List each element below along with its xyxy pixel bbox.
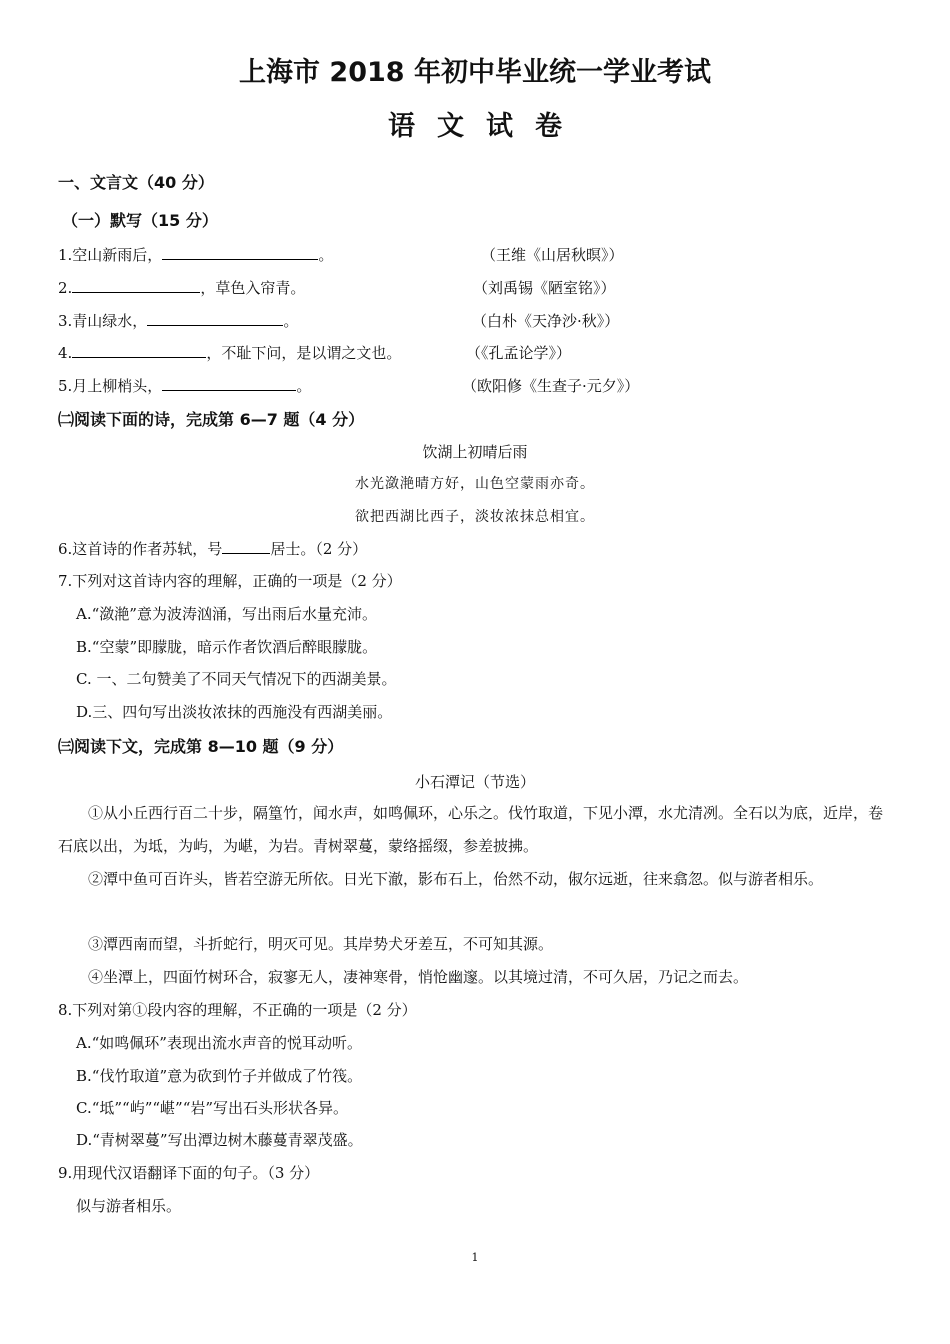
q8-option-b[interactable]: B.“伐竹取道”意为砍到竹子并做成了竹筏。 <box>76 1067 363 1085</box>
q4-answer-blank[interactable] <box>72 342 206 358</box>
q9-sentence: 似与游者相乐。 <box>76 1197 182 1215</box>
q2-answer-blank[interactable] <box>72 277 200 293</box>
exam-subtitle: 语文试卷 <box>388 111 584 142</box>
part2-heading: ㈡阅读下面的诗，完成第 6—7 题（4 分） <box>58 410 365 429</box>
poem-title: 饮湖上初晴后雨 <box>422 443 528 461</box>
q1-line <box>58 244 333 265</box>
q8-option-c[interactable]: C.“坻”“屿”“嵁”“岩”写出石头形状各异。 <box>76 1099 349 1117</box>
q3-answer-blank[interactable] <box>147 310 283 326</box>
section1-heading: 一、文言文（40 分） <box>58 173 214 192</box>
part3-heading: ㈢阅读下文，完成第 8—10 题（9 分） <box>58 737 344 756</box>
q4-text-after: ，不耻下问，是以谓之文也。 <box>206 344 402 362</box>
q1-text-before: 1.空山新雨后， <box>58 246 163 264</box>
q4-text-before: 4. <box>58 344 73 362</box>
q4-source: （《孔孟论学》） <box>466 344 572 362</box>
q5-line <box>58 375 311 396</box>
q8-stem: 8.下列对第①段内容的理解，不正确的一项是（2 分） <box>58 1001 417 1019</box>
q3-text-before: 3.青山绿水， <box>58 312 148 330</box>
exam-title: 上海市 2018 年初中毕业统一学业考试 <box>239 57 711 88</box>
q7-option-b[interactable]: B.“空蒙”即朦胧，暗示作者饮酒后醉眼朦胧。 <box>76 638 378 656</box>
q7-option-c[interactable]: C. 一、二句赞美了不同天气情况下的西湖美景。 <box>76 670 397 688</box>
paragraph-3: ③潭西南而望，斗折蛇行，明灭可见。其岸势犬牙差互，不可知其源。 <box>88 935 554 953</box>
q9-stem: 9.用现代汉语翻译下面的句子。（3 分） <box>58 1164 320 1182</box>
q2-line <box>58 277 305 298</box>
q6-line <box>58 538 367 559</box>
q3-line <box>58 310 298 331</box>
q8-option-a[interactable]: A.“如鸣佩环”表现出流水声音的悦耳动听。 <box>76 1034 362 1052</box>
q3-source: （白朴《天净沙·秋》） <box>472 312 620 330</box>
q7-option-a[interactable]: A.“潋滟”意为波涛汹涌，写出雨后水量充沛。 <box>76 605 377 623</box>
q1-answer-blank[interactable] <box>162 244 318 260</box>
q5-answer-blank[interactable] <box>162 375 296 391</box>
q2-text-after: ，草色入帘青。 <box>200 279 306 297</box>
text-title: 小石潭记（节选） <box>414 773 535 791</box>
q1-source: （王维《山居秋暝》） <box>481 246 624 264</box>
poem-line-2: 欲把西湖比西子，淡妆浓抹总相宜。 <box>355 509 595 525</box>
q1-text-after: 。 <box>318 246 334 264</box>
page-number: 1 <box>471 1251 479 1264</box>
q5-text-after: 。 <box>296 377 312 395</box>
q5-text-before: 5.月上柳梢头， <box>58 377 163 395</box>
q6-text-after: 居士。（2 分） <box>270 540 368 558</box>
q2-text-before: 2. <box>58 279 73 297</box>
part1-heading: （一）默写（15 分） <box>62 211 218 230</box>
paragraph-1: ①从小丘西行百二十步，隔篁竹，闻水声，如鸣佩环，心乐之。伐竹取道，下见小潭，水尤清冽。全石以为底，近岸，卷石底以出，为坻，为屿，为嵁，为岩。青树翠蔓，蒙络摇缀，参差披拂。 <box>58 804 884 855</box>
q2-source: （刘禹锡《陋室铭》） <box>473 279 616 297</box>
q8-option-d[interactable]: D.“青树翠蔓”写出潭边树木藤蔓青翠茂盛。 <box>76 1131 363 1149</box>
q5-source: （欧阳修《生查子·元夕》） <box>462 377 640 395</box>
paragraph-2: ②潭中鱼可百许头，皆若空游无所依。日光下澈，影布石上，佁然不动，俶尔远逝，往来翕忽。似与游者相乐。 <box>88 870 824 888</box>
poem-line-1: 水光潋滟晴方好，山色空蒙雨亦奇。 <box>355 476 595 492</box>
q6-text-before: 6.这首诗的作者苏轼，号 <box>58 540 223 558</box>
paragraph-4: ④坐潭上，四面竹树环合，寂寥无人，凄神寒骨，悄怆幽邃。以其境过清，不可久居，乃记之而去。 <box>88 968 749 986</box>
q7-stem: 7.下列对这首诗内容的理解，正确的一项是（2 分） <box>58 572 402 590</box>
q3-text-after: 。 <box>283 312 299 330</box>
q6-answer-blank[interactable] <box>222 538 270 554</box>
q4-line <box>58 342 401 363</box>
q7-option-d[interactable]: D.三、四句写出淡妆浓抹的西施没有西湖美丽。 <box>76 703 393 721</box>
